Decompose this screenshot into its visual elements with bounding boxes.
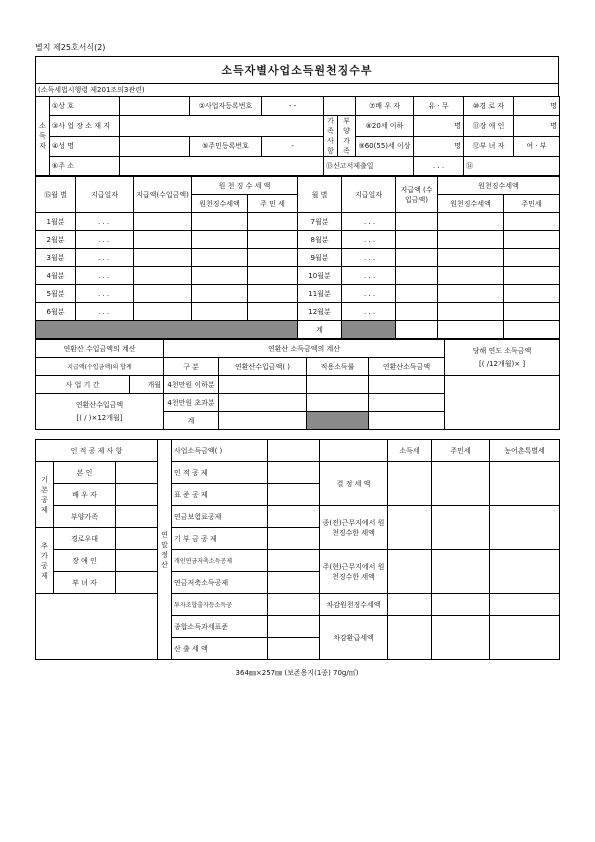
table-row [36, 213, 560, 231]
sum-label: 계 [164, 412, 219, 430]
result-cell[interactable] [432, 616, 490, 660]
result-label: 차감환급세액 [320, 616, 388, 660]
tax-cell[interactable] [438, 213, 504, 231]
month-label: 9월분 [298, 249, 342, 267]
resident-no-field[interactable]: - [262, 136, 324, 157]
year-income-field[interactable] [445, 376, 560, 430]
trade-name-label: ①상 호 [50, 97, 120, 116]
local-tax-col-header: 주민세 [432, 440, 490, 462]
under-label: 4천만원 이하분 [164, 376, 219, 394]
deduct-item: 연금저축소득공제 [172, 572, 268, 594]
month-label: 7월분 [298, 213, 342, 231]
tax-cell[interactable] [192, 285, 248, 303]
amount-header-2: 지급액 (수입금액) [396, 177, 438, 213]
sum-amount[interactable] [219, 412, 307, 430]
date-cell[interactable]: . . . [76, 213, 134, 231]
woman-label: 부 녀 자 [54, 572, 116, 594]
annual-earn-col-header: 연환산소득금액 [369, 358, 445, 376]
date-cell[interactable]: . . . [76, 303, 134, 321]
under-amount[interactable] [219, 376, 307, 394]
total-amount[interactable] [396, 321, 438, 339]
tax-cell[interactable] [438, 285, 504, 303]
annual-amount-header: 연환산수입금액( ) [219, 358, 307, 376]
result-cell[interactable] [432, 506, 490, 550]
annual-income-header: 연환산 수입금액의 계산 [36, 340, 164, 358]
tax-cell[interactable] [192, 267, 248, 285]
deduct-value[interactable] [268, 638, 320, 660]
amount-cell[interactable] [134, 267, 192, 285]
calc-side-label: 연말정산 [158, 440, 172, 660]
annualized-table [35, 339, 560, 430]
result-blank [320, 440, 388, 462]
grey-fill [36, 321, 298, 339]
pay-total-label: 지급액(수입금액)의 합계 [36, 358, 164, 376]
under20-unit[interactable]: 명 [414, 116, 464, 137]
local-cell[interactable] [504, 213, 560, 231]
deduct-item: 표 준 공 제 [172, 484, 268, 506]
local-cell[interactable] [504, 303, 560, 321]
elder-label: ⑩경 로 자 [464, 97, 514, 116]
result-cell[interactable] [388, 616, 432, 660]
basic-deduction-label: 기본공제 [36, 462, 54, 528]
under-rate[interactable] [307, 376, 369, 394]
item-14[interactable]: ⑭ [464, 157, 560, 176]
tax-header: 원 천 징 수 세 액 [192, 177, 298, 195]
sum-rate-grey [307, 412, 369, 430]
tax-cell[interactable] [192, 303, 248, 321]
deduct-item: 투자조합출자등소득공 [172, 594, 268, 616]
local-cell[interactable] [248, 249, 298, 267]
blank-area [36, 594, 158, 660]
result-label: 종(전)근무지에서 원천징수한 세액 [320, 506, 388, 550]
amount-cell[interactable] [134, 249, 192, 267]
local-tax-header: 주 민 세 [248, 195, 298, 213]
spouse-field[interactable] [116, 484, 158, 506]
home-address-field[interactable] [120, 157, 324, 176]
form-number: 별지 제25호서식(2) [35, 43, 106, 52]
result-cell[interactable] [388, 462, 432, 506]
report-date-label: ⑬신고서제출일 [324, 157, 414, 176]
disabled-field[interactable] [116, 550, 158, 572]
disabled-unit[interactable]: 명 [514, 116, 560, 137]
result-cell[interactable] [490, 550, 560, 594]
month-label: 6월분 [36, 303, 76, 321]
deduct-item: 사업소득금액( ) [172, 440, 268, 462]
result-cell[interactable] [388, 550, 432, 594]
self-field[interactable] [116, 462, 158, 484]
tax-cell[interactable] [192, 213, 248, 231]
self-label: 본 인 [54, 462, 116, 484]
under20-label: ⑧20세 이하 [356, 116, 414, 137]
tax-cell[interactable] [438, 303, 504, 321]
disabled-label: 장 애 인 [54, 550, 116, 572]
month-label: 3월분 [36, 249, 76, 267]
total-local[interactable] [504, 321, 560, 339]
table-row [36, 249, 560, 267]
income-tax-col-header: 소득세 [388, 440, 432, 462]
form-document [35, 42, 559, 678]
local-cell[interactable] [504, 285, 560, 303]
deduct-value[interactable] [268, 594, 320, 616]
date-cell[interactable]: . . . [342, 303, 396, 321]
law-reference: (소득세법시행령 제201조의3관련) [35, 84, 559, 96]
local-cell[interactable] [248, 267, 298, 285]
income-tax-header: 원천징수세액 [192, 195, 248, 213]
annual-amount-label: 연환산수입금액 [75, 400, 124, 409]
month-label: 11월분 [298, 285, 342, 303]
month-label: 10월분 [298, 267, 342, 285]
deduct-value[interactable] [268, 506, 320, 528]
address-field[interactable] [120, 116, 324, 137]
month-label: 12월분 [298, 303, 342, 321]
over60-unit[interactable]: 명 [414, 136, 464, 157]
result-cell[interactable] [432, 550, 490, 594]
annual-amount-cell [36, 394, 164, 430]
month-label: 4월분 [36, 267, 76, 285]
personal-header: 인 적 공 제 사 항 [36, 440, 158, 462]
tax-cell[interactable] [192, 231, 248, 249]
elder-label: 경로우대 [54, 528, 116, 550]
result-cell[interactable] [388, 594, 432, 616]
result-cell[interactable] [432, 594, 490, 616]
result-cell[interactable] [490, 594, 560, 616]
home-address-label: ⑥주 소 [50, 157, 120, 176]
total-label: 계 [298, 321, 342, 339]
amount-cell[interactable] [396, 249, 438, 267]
over60-label: ⑨60(55)세 이상 [356, 136, 414, 157]
over-rate[interactable] [307, 394, 369, 412]
deduct-value[interactable] [268, 484, 320, 506]
deduct-value[interactable] [268, 572, 320, 594]
deduct-item: 산 출 세 액 [172, 638, 268, 660]
month-label: 5월분 [36, 285, 76, 303]
disabled-label: ⑪장 애 인 [464, 116, 514, 137]
dependent-label: 부양 가족 [338, 116, 356, 157]
woman-value[interactable]: 여 · 부 [514, 136, 560, 157]
table-row [36, 267, 560, 285]
period-label: 사 업 기 간 [36, 376, 130, 394]
dependents-field[interactable] [116, 506, 158, 528]
date-header-2: 지급일자 [342, 177, 396, 213]
result-cell[interactable] [432, 462, 490, 506]
tax-cell[interactable] [438, 231, 504, 249]
paper-spec: 364㎜×257㎜ (보존용지(1종) 70g/㎡) [235, 669, 359, 677]
local-tax-header-2: 주민세 [504, 195, 560, 213]
amount-cell[interactable] [134, 285, 192, 303]
deduct-value[interactable] [268, 550, 320, 572]
deduct-item: 종합소득과세표준 [172, 616, 268, 638]
woman-field[interactable] [116, 572, 158, 594]
result-label: 차감원천징수세액 [320, 594, 388, 616]
table-row [36, 231, 560, 249]
date-cell[interactable]: . . . [342, 213, 396, 231]
deduct-value[interactable] [268, 440, 320, 462]
amount-header: 지급액(수입금액) [134, 177, 192, 213]
date-cell[interactable]: . . . [342, 285, 396, 303]
deduct-item: 인 적 공 제 [172, 462, 268, 484]
trade-name-field[interactable] [120, 97, 190, 116]
local-cell[interactable] [504, 267, 560, 285]
date-cell[interactable]: . . . [342, 249, 396, 267]
local-cell[interactable] [248, 213, 298, 231]
form-title [35, 56, 559, 84]
result-cell[interactable] [490, 462, 560, 506]
deduct-item: 개인연금저축소득공제 [172, 550, 268, 572]
deduct-value[interactable] [268, 616, 320, 638]
woman-label: ⑫부 녀 자 [464, 136, 514, 157]
deduct-item: 연금보험료공제 [172, 506, 268, 528]
deduct-value[interactable] [268, 528, 320, 550]
spouse-value[interactable]: 유 · 무 [414, 97, 464, 116]
local-cell[interactable] [248, 285, 298, 303]
date-cell[interactable]: . . . [76, 285, 134, 303]
result-cell[interactable] [388, 506, 432, 550]
amount-cell[interactable] [396, 267, 438, 285]
family-blank [324, 97, 356, 116]
date-cell[interactable]: . . . [342, 231, 396, 249]
biz-reg-field[interactable]: - - [262, 97, 324, 116]
local-cell[interactable] [248, 303, 298, 321]
income-tax-header-2: 원천징수세액 [438, 195, 504, 213]
sum-earn[interactable] [369, 412, 445, 430]
date-cell[interactable]: . . . [76, 249, 134, 267]
year-income-formula: [( /12개월)× ] [479, 359, 526, 368]
month-header-2: 월 별 [298, 177, 342, 213]
form-title-text: 소득자별사업소득원천징수부 [221, 64, 373, 77]
amount-cell[interactable] [134, 213, 192, 231]
elder-unit[interactable]: 명 [514, 97, 560, 116]
person-name-field[interactable] [120, 136, 190, 157]
over-earn[interactable] [369, 394, 445, 412]
month-label: 2월분 [36, 231, 76, 249]
date-cell[interactable]: . . . [342, 267, 396, 285]
amount-cell[interactable] [396, 285, 438, 303]
local-cell[interactable] [504, 231, 560, 249]
year-income-title: 당해 연도 소득금액 [472, 346, 532, 355]
over-label: 4천만원 초과분 [164, 394, 219, 412]
amount-cell[interactable] [396, 213, 438, 231]
date-header: 지급일자 [76, 177, 134, 213]
spouse-label: 배 우 자 [54, 484, 116, 506]
annual-amount-formula: [( / )×12개월] [76, 413, 123, 422]
result-cell[interactable] [490, 616, 560, 660]
deduct-item: 기 부 금 공 제 [172, 528, 268, 550]
amount-cell[interactable] [396, 231, 438, 249]
tax-header-2: 원천징수세액 [438, 177, 560, 195]
payee-table [35, 96, 560, 176]
under-earn[interactable] [369, 376, 445, 394]
year-income-header [445, 340, 560, 376]
deduct-value[interactable] [268, 462, 320, 484]
amount-cell[interactable] [396, 303, 438, 321]
rate-header: 적용소득률 [307, 358, 369, 376]
address-label: ③사 업 장 소 재 지 [50, 116, 120, 137]
period-unit[interactable]: 개월 [130, 376, 164, 394]
result-cell[interactable] [490, 506, 560, 550]
resident-no-label: ⑤주민등록번호 [190, 136, 262, 157]
local-cell[interactable] [248, 231, 298, 249]
tax-cell[interactable] [192, 249, 248, 267]
extra-deduction-label: 추가공제 [36, 528, 54, 594]
amount-cell[interactable] [134, 303, 192, 321]
elder-field[interactable] [116, 528, 158, 550]
annual-earn-header: 연환산 소득금액의 계산 [164, 340, 445, 358]
biz-reg-label: ②사업자등록번호 [190, 97, 262, 116]
report-date-field[interactable]: . . . [414, 157, 464, 176]
over-amount[interactable] [219, 394, 307, 412]
family-side-label: 가족사항 [324, 116, 338, 157]
person-name-label: ④성 명 [50, 136, 120, 157]
total-tax[interactable] [438, 321, 504, 339]
deduction-table [35, 439, 560, 660]
dependents-label: 부양가족 [54, 506, 116, 528]
date-cell[interactable]: . . . [76, 231, 134, 249]
tax-cell[interactable] [438, 249, 504, 267]
class-header: 구 분 [164, 358, 219, 376]
local-cell[interactable] [504, 249, 560, 267]
payee-side-label: 소득자 [36, 97, 50, 176]
result-label: 주(현)근무지에서 원천징수한 세액 [320, 550, 388, 594]
grey-fill-2 [342, 321, 396, 339]
table-row [36, 285, 560, 303]
table-row [36, 303, 560, 321]
monthly-table [35, 176, 560, 339]
tax-cell[interactable] [438, 267, 504, 285]
month-label: 8월분 [298, 231, 342, 249]
spouse-label: ⑦배 우 자 [356, 97, 414, 116]
total-row [36, 321, 560, 339]
date-cell[interactable]: . . . [76, 267, 134, 285]
farm-tax-col-header: 농어촌특별세 [490, 440, 560, 462]
amount-cell[interactable] [134, 231, 192, 249]
month-label: 1월분 [36, 213, 76, 231]
month-header: ⑮월 별 [36, 177, 76, 213]
result-label: 결 정 세 액 [320, 462, 388, 506]
